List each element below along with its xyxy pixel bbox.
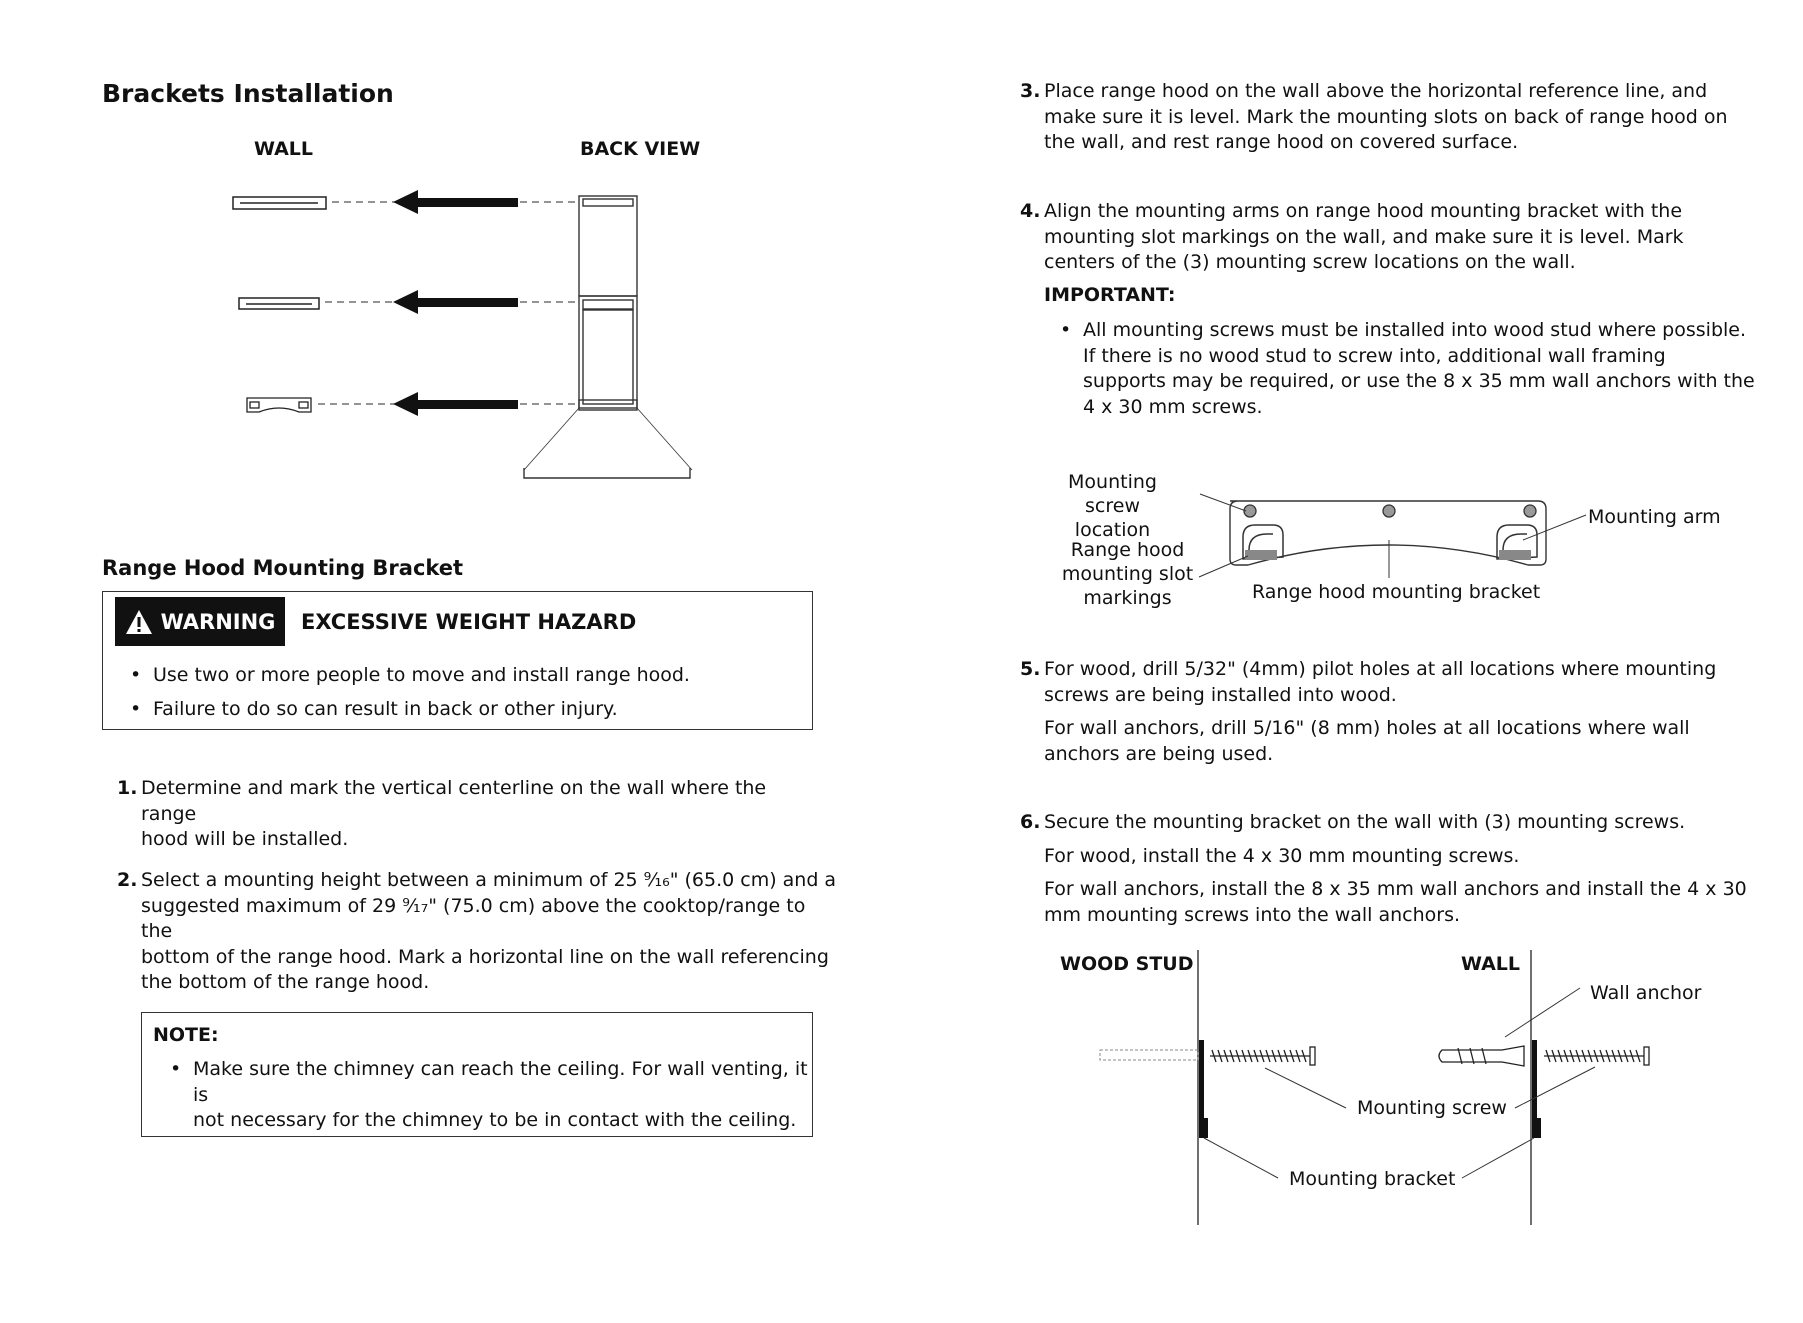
left-screw — [1210, 1047, 1315, 1065]
label-slot-markings: Range hood mounting slot markings — [1061, 539, 1194, 609]
label-screw-location: Mounting screw location — [1068, 471, 1157, 541]
label-wood-stud: WOOD STUD — [1060, 953, 1194, 975]
wall-anchor-shape — [1439, 1046, 1524, 1066]
wall-label: WALL — [254, 138, 314, 160]
bracket-section-title: Range Hood Mounting Bracket — [102, 556, 464, 580]
page-title: Brackets Installation — [102, 79, 394, 108]
warning-badge — [115, 597, 285, 646]
wall-bracket-top — [233, 197, 326, 209]
warning-badge-label: WARNING — [160, 609, 276, 634]
wall-bracket-bottom — [247, 398, 311, 412]
screw-holes — [1244, 505, 1536, 517]
label-mounting-bracket: Mounting bracket — [1289, 1168, 1456, 1190]
wall-bracket-middle — [239, 298, 319, 309]
label-mounting-screw: Mounting screw — [1357, 1097, 1507, 1119]
note-title: NOTE: — [153, 1024, 219, 1046]
label-wall: WALL — [1461, 953, 1521, 975]
warning-heading: EXCESSIVE WEIGHT HAZARD — [301, 610, 637, 634]
important-title: IMPORTANT: — [1044, 284, 1176, 306]
mounting-arms — [1243, 525, 1537, 559]
warning-triangle-icon — [125, 609, 153, 635]
label-mounting-arm: Mounting arm — [1588, 506, 1721, 528]
range-hood-back-view — [524, 196, 692, 478]
label-bracket: Range hood mounting bracket — [1252, 581, 1541, 603]
label-wall-anchor: Wall anchor — [1590, 982, 1702, 1004]
back-view-label: BACK VIEW — [580, 138, 701, 160]
arrows — [393, 190, 518, 416]
right-screw — [1544, 1047, 1649, 1065]
